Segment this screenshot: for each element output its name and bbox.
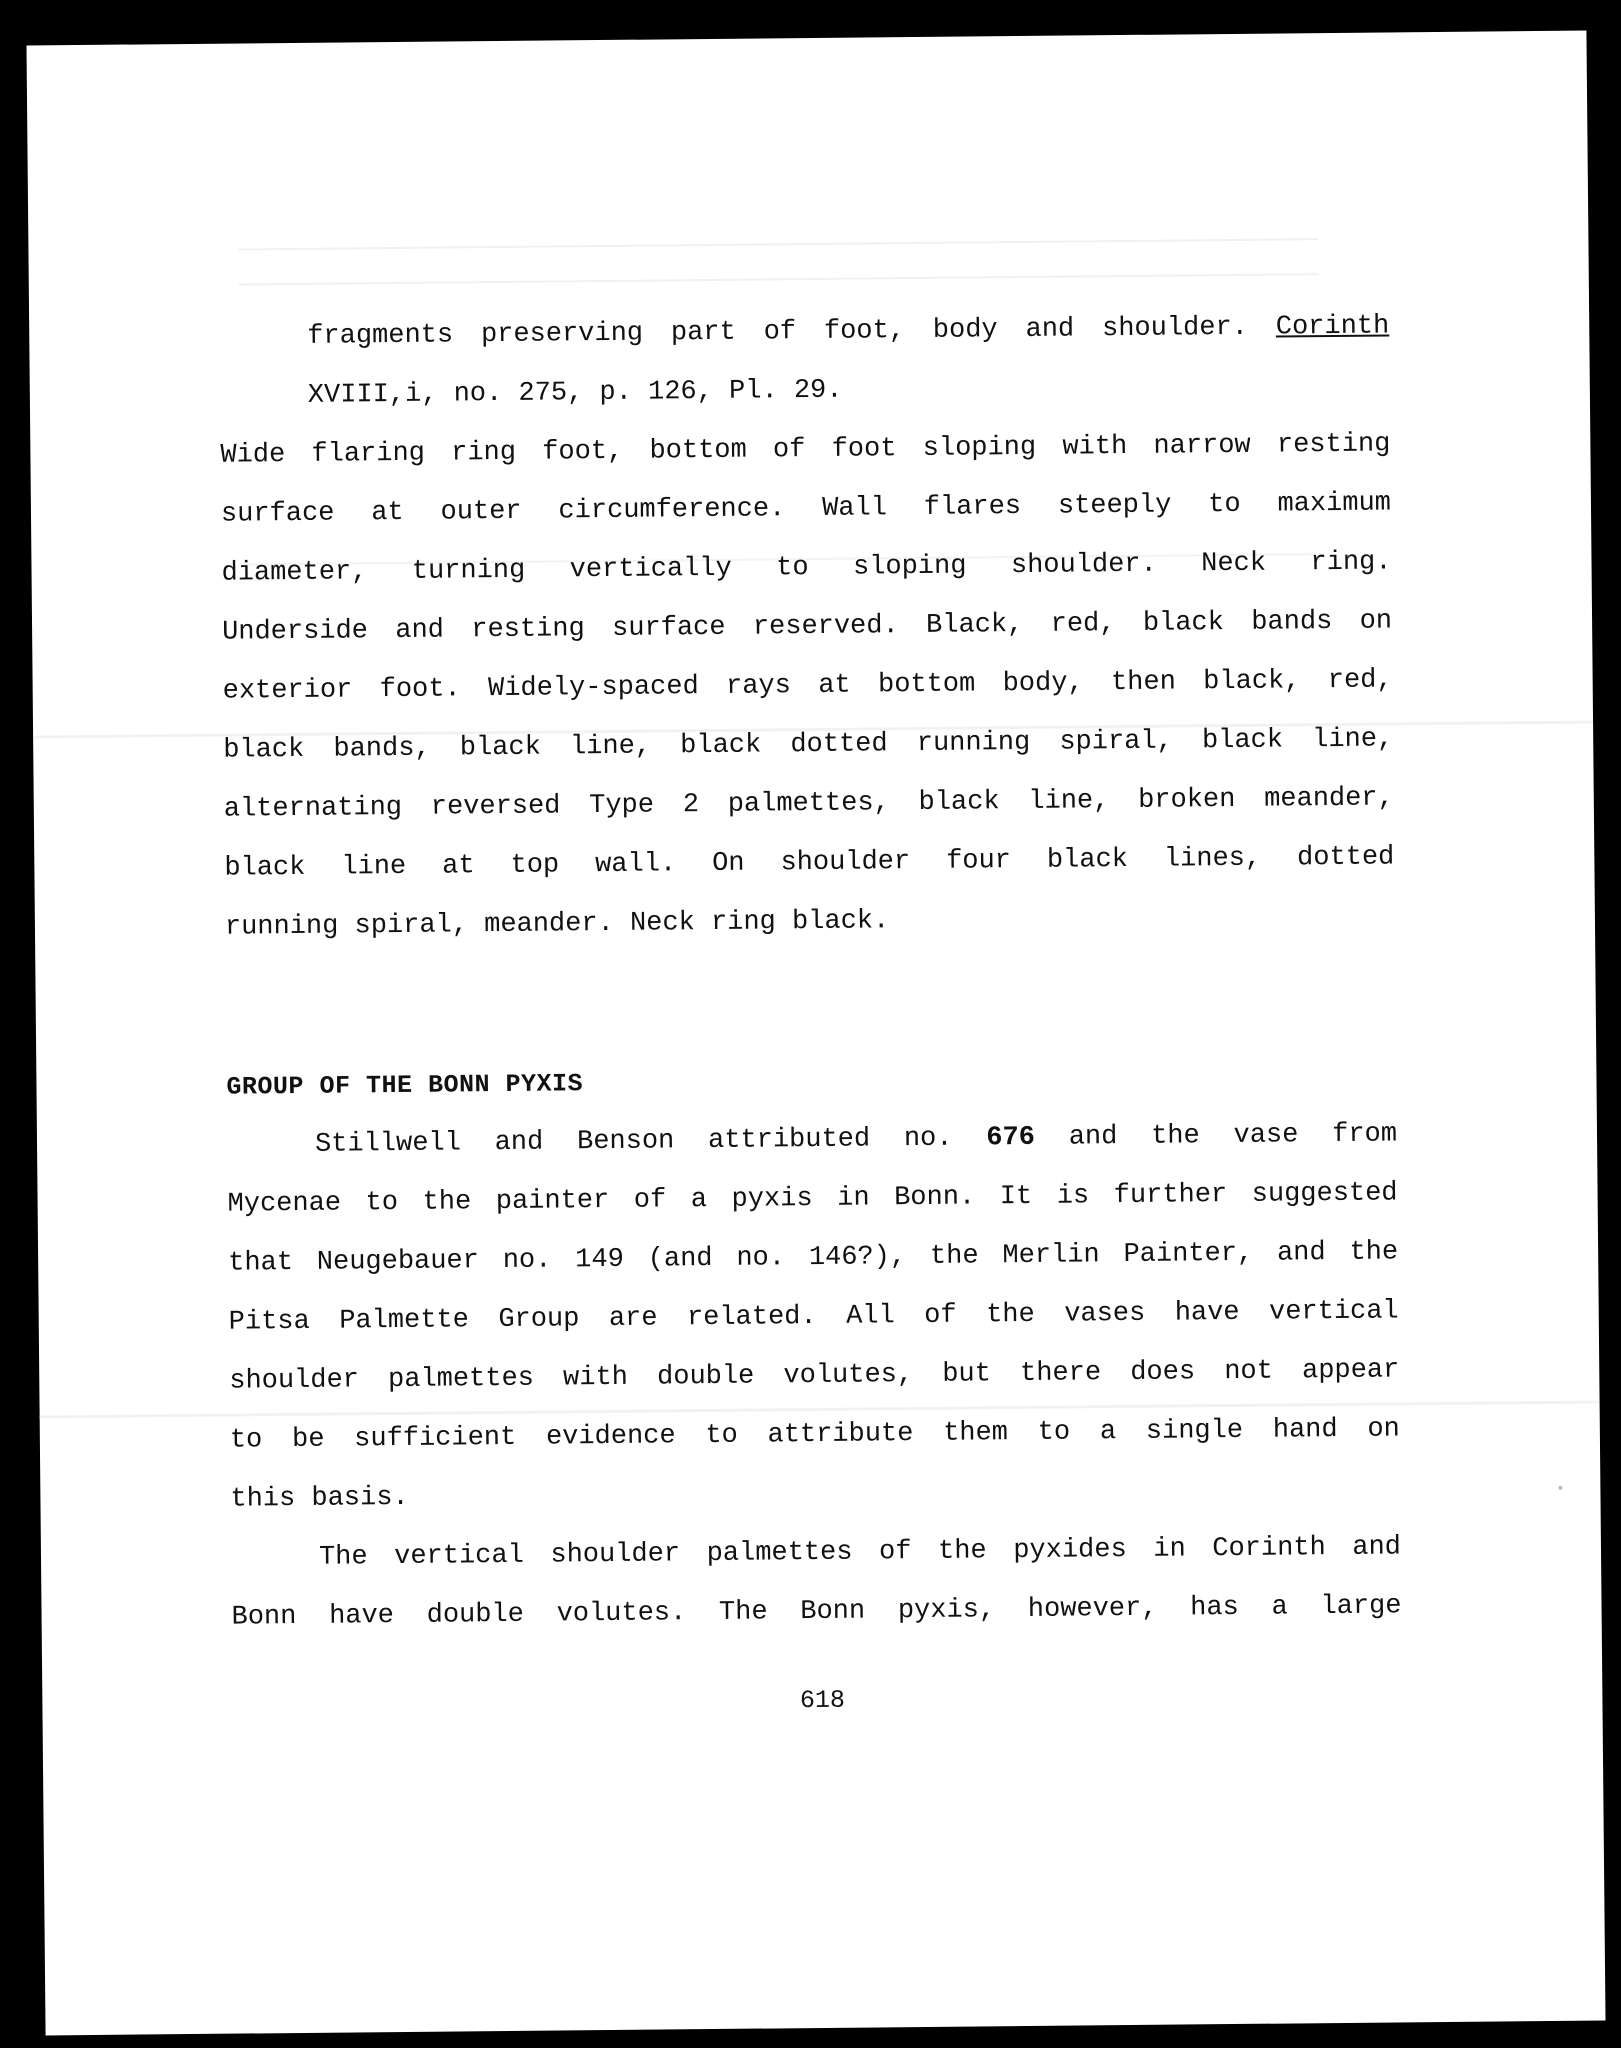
document-page xyxy=(26,31,1605,2036)
text-segment: fragments preserving part of foot, body and shoulder. xyxy=(307,312,1276,352)
text-line xyxy=(219,297,1390,367)
text-line: black line at top wall. On shoulder four black lines, dotted xyxy=(224,842,1395,884)
text-line: diameter, turning vertically to sloping shoulder. Neck ring. xyxy=(221,547,1392,589)
text-segment: and the vase from xyxy=(1034,1119,1398,1153)
text-line: to be sufficient evidence to attribute them to a single hand on xyxy=(229,1414,1400,1456)
text-line: The vertical shoulder palmettes of the pyxides in Corinth and xyxy=(318,1532,1402,1573)
text-line: surface at outer circumference. Wall flares steeply to maximum xyxy=(220,488,1392,530)
show-through-line xyxy=(239,273,1319,285)
text-line: that Neugebauer no. 149 (and no. 146?), the Merlin Painter, and the xyxy=(228,1237,1399,1279)
text-line: shoulder palmettes with double volutes, but there does not appear xyxy=(229,1355,1400,1397)
catalog-number: 676 xyxy=(986,1122,1036,1154)
text-line: Pitsa Palmette Group are related. All of the vases have vertical xyxy=(228,1296,1399,1338)
section-gap xyxy=(225,946,1396,1057)
show-through-line xyxy=(238,238,1318,250)
paper-spot xyxy=(1558,1486,1562,1490)
page-number: 618 xyxy=(799,1685,846,1716)
body-text xyxy=(219,297,1402,1647)
text-line: this basis. xyxy=(230,1482,409,1515)
section-heading: GROUP OF THE BONN PYXIS xyxy=(226,1069,584,1102)
text-line: Mycenae to the painter of a pyxis in Bonn. It is further suggested xyxy=(227,1178,1398,1220)
corinth-reference: Corinth xyxy=(1275,311,1390,343)
text-line: Wide flaring ring foot, bottom of foot sloping with narrow resting xyxy=(220,429,1391,471)
text-line: Bonn have double volutes. The Bonn pyxis, however, has a large xyxy=(231,1591,1402,1633)
text-line: alternating reversed Type 2 palmettes, black line, broken meander, xyxy=(223,783,1394,825)
text-segment: Stillwell and Benson attributed no. xyxy=(314,1123,987,1160)
text-line: running spiral, meander. Neck ring black. xyxy=(224,906,890,943)
text-line: black bands, black line, black dotted running spiral, black line, xyxy=(223,724,1394,766)
text-line: exterior foot. Widely-spaced rays at bottom body, then black, red, xyxy=(222,665,1393,707)
text-line: XVIII,i, no. 275, p. 126, Pl. 29. xyxy=(307,375,843,411)
text-line: Underside and resting surface reserved. Black, red, black bands on xyxy=(221,606,1393,648)
